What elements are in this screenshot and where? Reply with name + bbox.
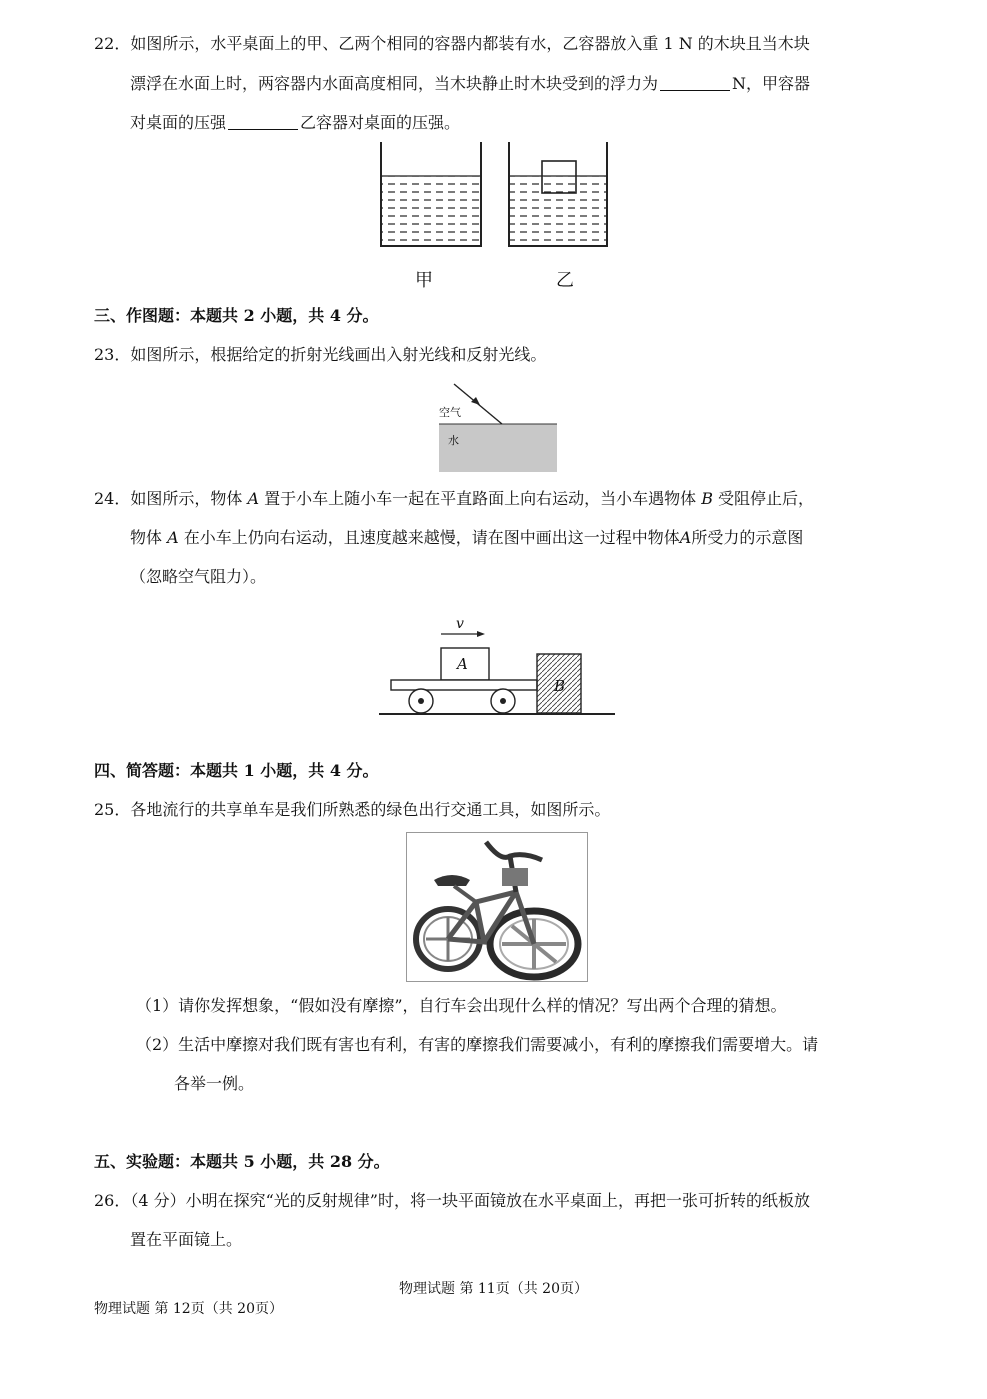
q25-part2: （2）生活中摩擦对我们既有害也有利，有害的摩擦我们需要减小，有利的摩擦我们需要增大。请 bbox=[136, 1035, 819, 1054]
q24-line2 bbox=[130, 528, 803, 548]
cart-platform bbox=[391, 680, 537, 690]
section-4-heading: 四、简答题：本题共 1 小题，共 4 分。 bbox=[94, 761, 379, 780]
q24-object-a-3: A bbox=[679, 528, 692, 547]
container-yi bbox=[509, 142, 607, 246]
q25-text: 25．各地流行的共享单车是我们所熟悉的绿色出行交通工具，如图所示。 bbox=[94, 800, 611, 819]
velocity-label: v bbox=[456, 616, 464, 632]
q24-line2-c: 所受力的示意图 bbox=[691, 528, 804, 547]
container-jia bbox=[381, 142, 481, 246]
section-5-heading: 五、实验题：本题共 5 小题，共 28 分。 bbox=[94, 1152, 390, 1171]
ray-arrow-icon bbox=[471, 397, 480, 405]
label-jia: 甲 bbox=[415, 270, 433, 291]
q22-line2-unit: N，甲容器 bbox=[732, 74, 811, 93]
refraction-figure bbox=[438, 380, 560, 474]
q24-line2-a: 物体 bbox=[130, 528, 168, 547]
bike-basket bbox=[502, 868, 528, 886]
containers-figure bbox=[375, 140, 615, 252]
q24-object-a-2: A bbox=[167, 528, 179, 547]
block-b-label: B bbox=[554, 677, 566, 695]
q22-line3 bbox=[130, 113, 460, 133]
q24-object-a: A bbox=[247, 489, 260, 508]
velocity-arrow-head-icon bbox=[477, 631, 485, 637]
q24-line1-a: 24．如图所示，物体 bbox=[94, 489, 248, 508]
q26-line1: 26．（4 分）小明在探究“光的反射规律”时，将一块平面镜放在水平桌面上，再把一张可折转的纸板放 bbox=[94, 1191, 810, 1210]
q25-part1: （1）请你发挥想象，“假如没有摩擦”，自行车会出现什么样的情况？写出两个合理的猜想。 bbox=[136, 996, 787, 1015]
bicycle-image bbox=[406, 832, 588, 982]
q22-line3-text: 对桌面的压强 bbox=[130, 113, 227, 132]
page-footer-left: 物理试题 第 12页（共 20页） bbox=[94, 1301, 283, 1317]
q24-object-b: B bbox=[701, 489, 713, 508]
air-label: 空气 bbox=[439, 406, 461, 419]
q25-part2-cont: 各举一例。 bbox=[174, 1074, 255, 1093]
q23-text: 23．如图所示，根据给定的折射光线画出入射光线和反射光线。 bbox=[94, 345, 547, 364]
q24-line3: （忽略空气阻力）。 bbox=[130, 567, 267, 586]
label-yi: 乙 bbox=[556, 270, 574, 291]
answer-blank-2 bbox=[228, 115, 298, 130]
page-footer-center: 物理试题 第 11页（共 20页） bbox=[399, 1281, 588, 1297]
q22-line3-end: 乙容器对桌面的压强。 bbox=[300, 113, 461, 132]
section-3-heading: 三、作图题：本题共 2 小题，共 4 分。 bbox=[94, 306, 379, 325]
answer-blank-1 bbox=[660, 76, 730, 91]
block-a-label: A bbox=[457, 655, 468, 673]
cart-figure bbox=[377, 612, 617, 722]
water-label: 水 bbox=[448, 434, 459, 447]
q26-line2: 置在平面镜上。 bbox=[130, 1230, 243, 1249]
q24-line1-b: 置于小车上随小车一起在平直路面上向右运动，当小车遇物体 bbox=[259, 489, 702, 508]
q22-line2 bbox=[130, 74, 810, 94]
q22-line1: 22．如图所示，水平桌面上的甲、乙两个相同的容器内都装有水，乙容器放入重 1 N 的木块且当木块 bbox=[94, 34, 810, 53]
q24-line1 bbox=[94, 489, 814, 509]
q22-line2-text: 漂浮在水面上时，两容器内水面高度相同，当木块静止时木块受到的浮力为 bbox=[130, 74, 659, 93]
q24-line2-b: 在小车上仍向右运动，且速度越来越慢，请在图中画出这一过程中物体 bbox=[178, 528, 680, 547]
q24-line1-c: 受阻停止后， bbox=[712, 489, 815, 508]
